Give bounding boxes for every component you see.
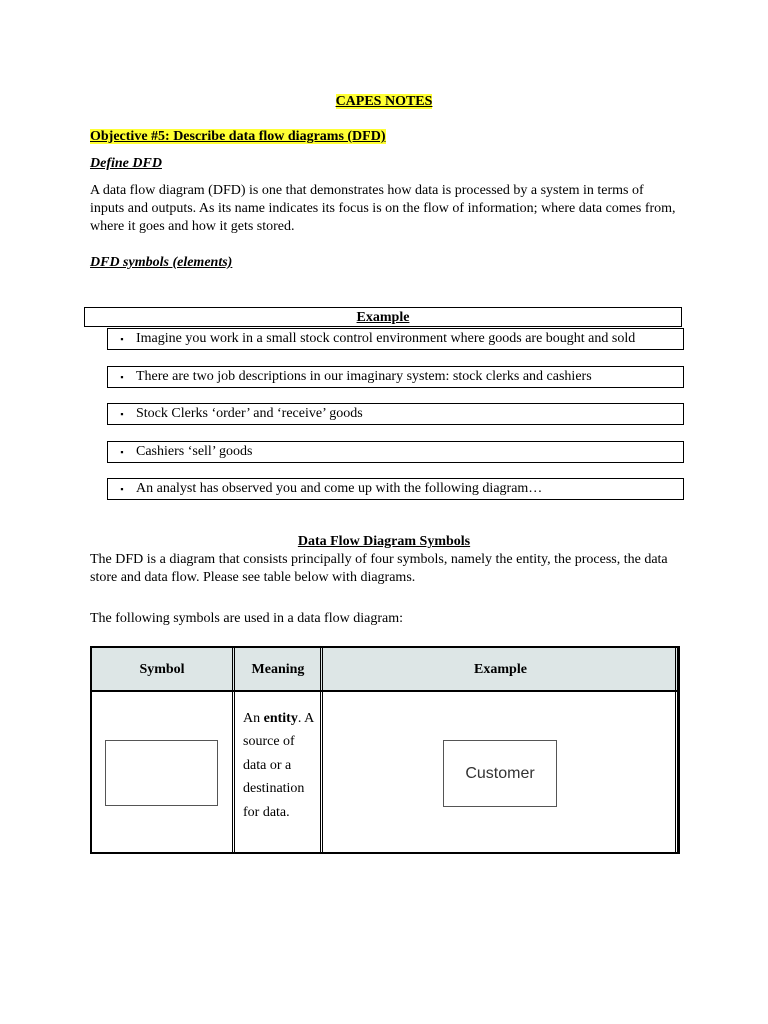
bullet-text: There are two job descriptions in our imaginary system: stock clerks and cashiers bbox=[136, 369, 592, 384]
bullet-item bbox=[107, 403, 684, 425]
header-meaning: Meaning bbox=[251, 662, 305, 677]
column-divider bbox=[320, 648, 323, 852]
meaning-term: entity bbox=[263, 711, 298, 726]
example-entity-label: Customer bbox=[465, 764, 535, 782]
bullet-text: Cashiers ‘sell’ goods bbox=[136, 444, 253, 459]
bullet-text: An analyst has observed you and come up with the following diagram… bbox=[136, 481, 543, 496]
bullet-item bbox=[107, 328, 684, 350]
column-divider bbox=[232, 648, 235, 852]
example-entity-rect bbox=[443, 740, 557, 807]
objective-text: Objective #5: Describe data flow diagrams (DFD) bbox=[90, 129, 386, 144]
bullet-marker: ▪ bbox=[120, 372, 124, 382]
meaning-suffix: . A source of data or a destination for data. bbox=[243, 711, 314, 820]
define-paragraph: A data flow diagram (DFD) is one that demonstrates how data is processed by a system in terms of inputs and outputs. As its name indicates its focus is on the flow of information; where data comes from, where it goes and how it gets stored. bbox=[90, 183, 676, 234]
bullet-marker: ▪ bbox=[120, 484, 124, 494]
bullet-text: Imagine you work in a small stock control environment where goods are bought and sold bbox=[136, 331, 636, 346]
symbol-table bbox=[90, 646, 680, 854]
symbols-intro: The following symbols are used in a data flow diagram: bbox=[90, 611, 403, 626]
dfd-symbols-heading: Data Flow Diagram Symbols bbox=[297, 534, 471, 549]
bullet-marker: ▪ bbox=[120, 409, 124, 419]
header-symbol: Symbol bbox=[139, 662, 185, 677]
meaning-cell bbox=[243, 707, 319, 824]
symbols-heading: DFD symbols (elements) bbox=[90, 255, 233, 270]
bullet-marker: ▪ bbox=[120, 447, 124, 457]
column-divider bbox=[675, 648, 678, 852]
bullet-text: Stock Clerks ‘order’ and ‘receive’ goods bbox=[136, 406, 363, 421]
define-heading: Define DFD bbox=[90, 156, 162, 171]
bullet-item bbox=[107, 478, 684, 500]
objective-heading bbox=[90, 129, 386, 145]
bullet-marker: ▪ bbox=[120, 334, 124, 344]
bullet-item bbox=[107, 441, 684, 463]
bullet-item bbox=[107, 366, 684, 388]
example-heading-box: Example bbox=[84, 307, 682, 327]
doc-title-text: CAPES NOTES bbox=[335, 94, 433, 109]
dfd-paragraph: The DFD is a diagram that consists principally of four symbols, namely the entity, the process, the data store and data flow. Please see table below with diagrams. bbox=[90, 552, 668, 585]
doc-title bbox=[0, 94, 768, 110]
entity-symbol-rect bbox=[105, 740, 218, 806]
meaning-prefix: An bbox=[243, 711, 264, 726]
header-example: Example bbox=[474, 662, 527, 677]
